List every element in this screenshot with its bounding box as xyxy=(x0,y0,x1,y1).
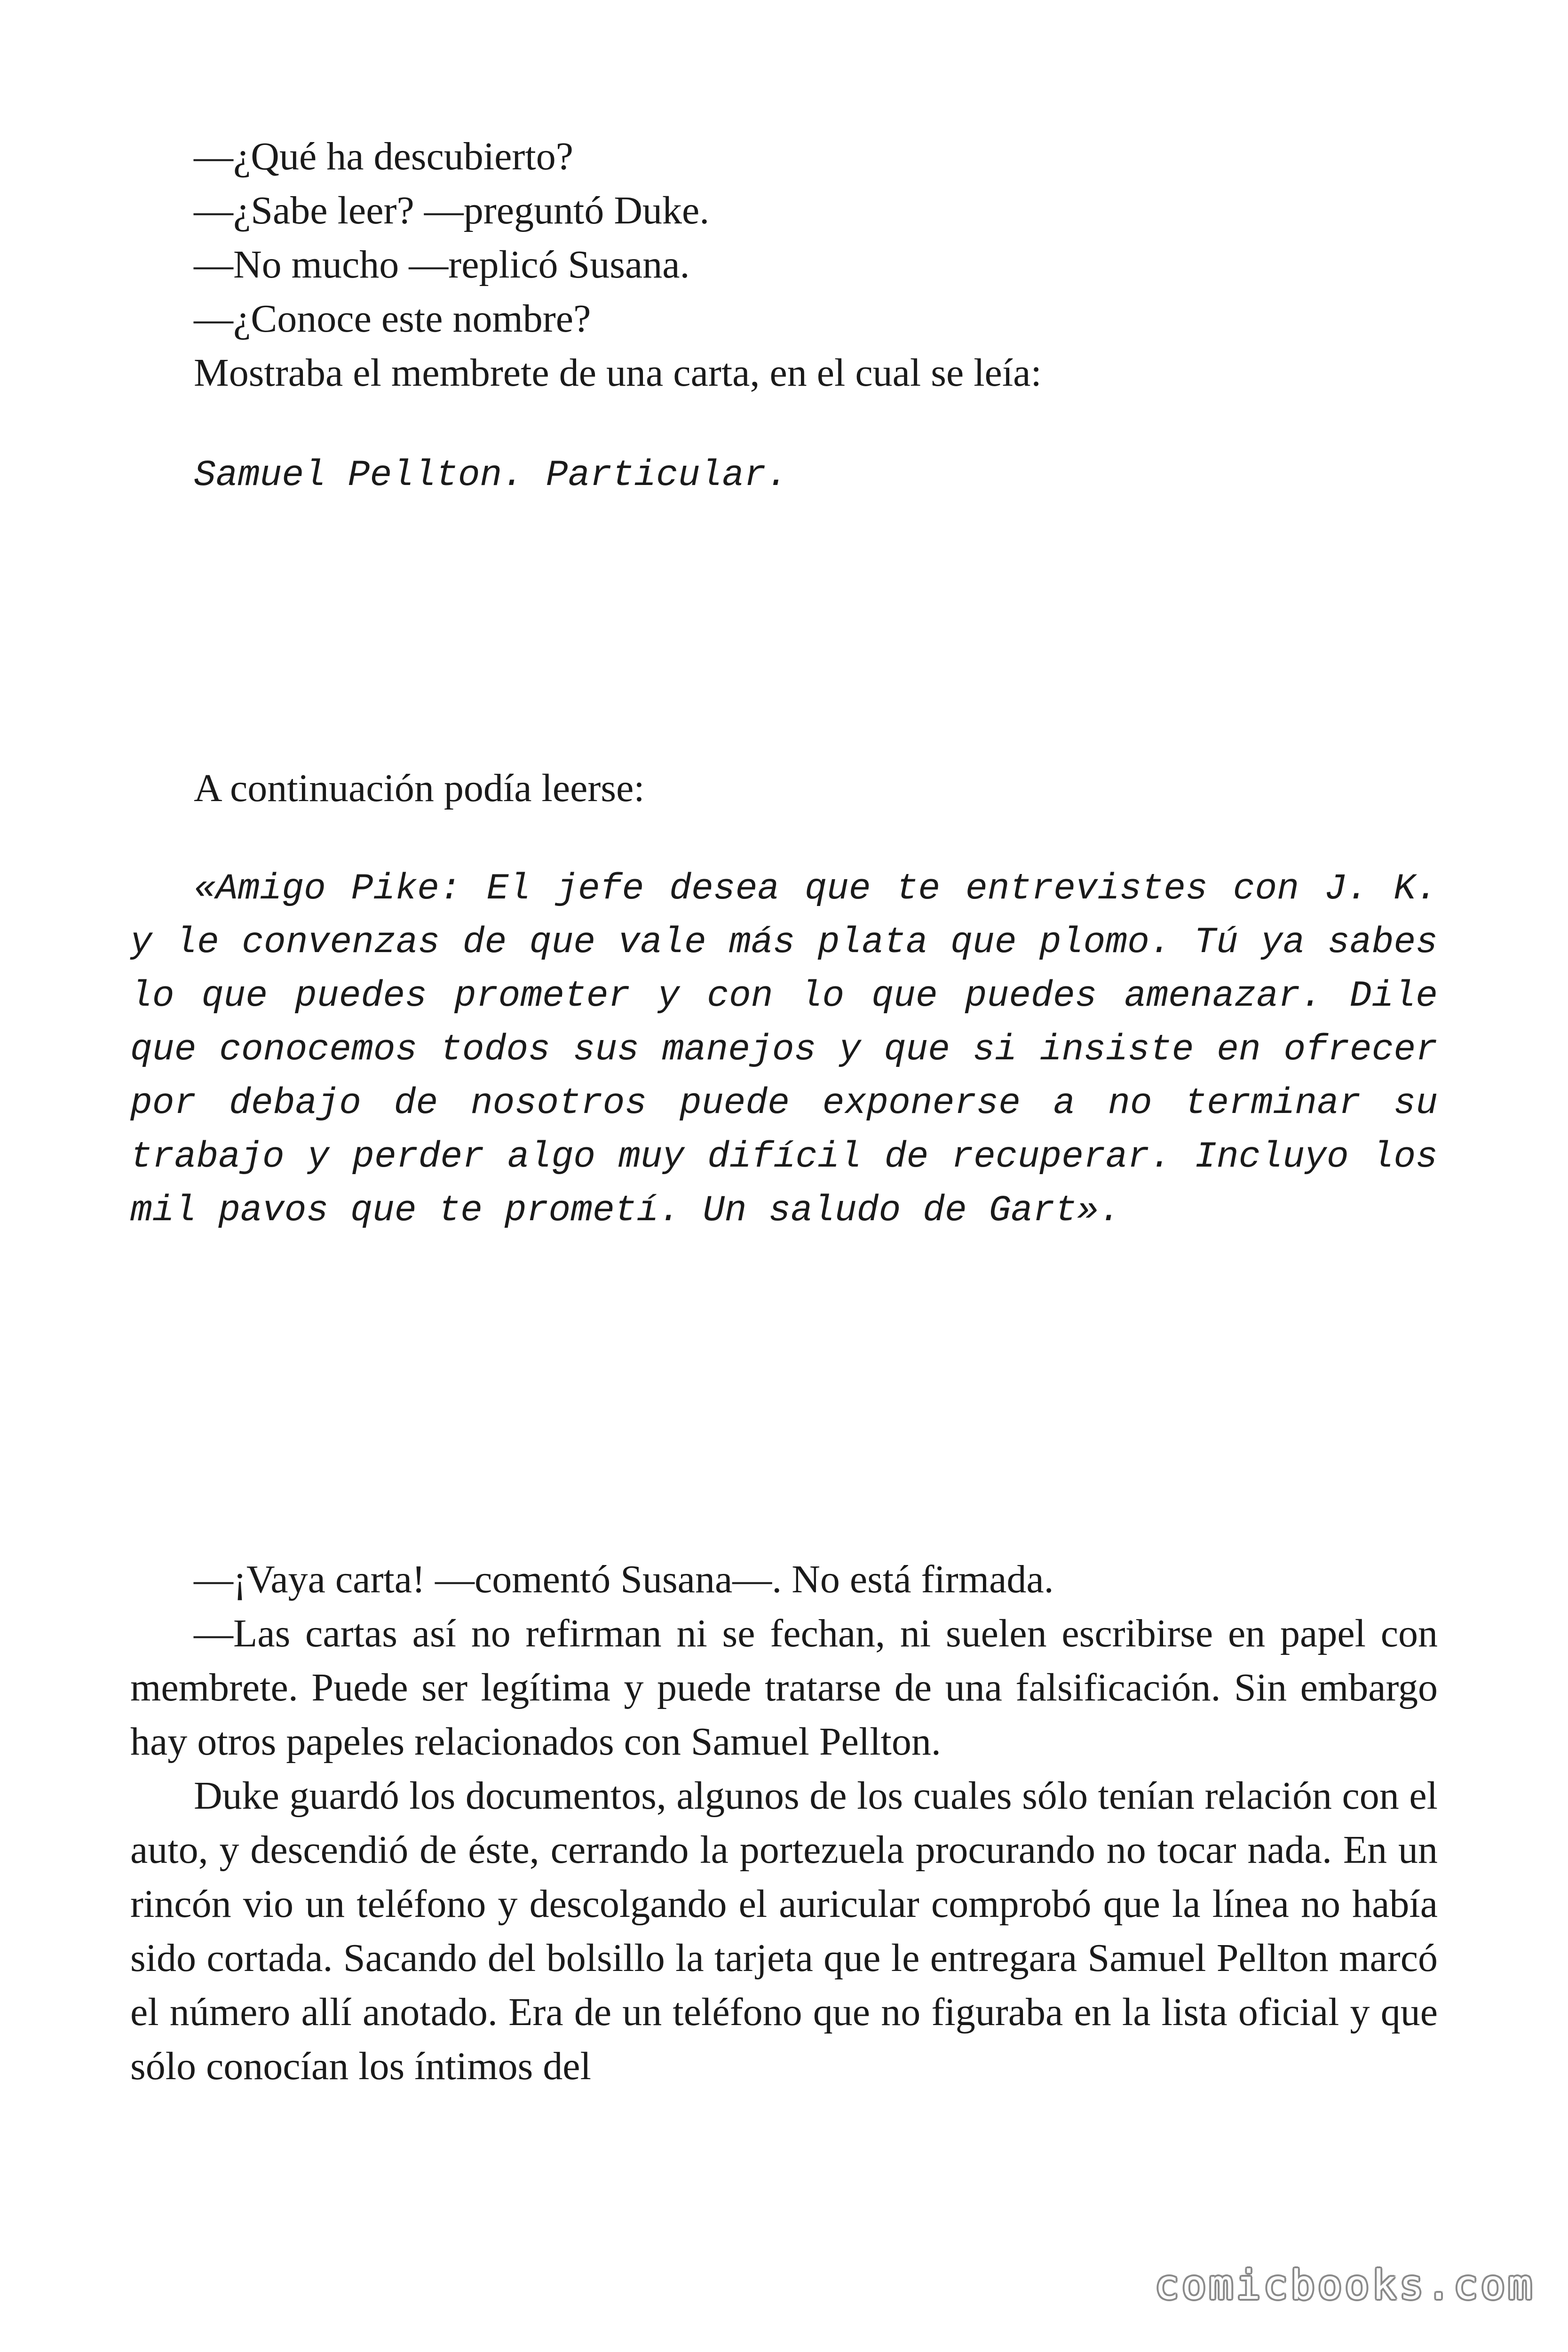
paragraph: Duke guardó los documentos, algunos de los cuales sólo tenían relación con el auto, y descendió de éste, cerrando la portezuela procurando no tocar nada. En un rincón vio un teléfono y descolgando el auricular comprobó que la línea no había sido cortada. Sacando del bolsillo la tarjeta que le entregara Samuel Pellton marcó el número allí anotado. Era de un teléfono que no figuraba en la lista oficial y que sólo conocían los íntimos del xyxy=(130,1774,1438,2088)
watermark: comicbooks.com xyxy=(1155,2262,1535,2309)
dialogue-line: —¿Conoce este nombre? xyxy=(194,297,591,341)
paragraph: —¡Vaya carta! —comentó Susana—. No está firmada. xyxy=(194,1557,1054,1601)
letter-intro-block xyxy=(130,761,1438,815)
letterhead-text: Samuel Pellton. Particular. xyxy=(194,455,788,496)
letter-body-block xyxy=(130,862,1438,1238)
letterhead-block xyxy=(130,449,1438,502)
paragraph: —Las cartas así no refirman ni se fechan, ni suelen escribirse en papel con membrete. Puede ser legítima y puede tratarse de una falsificación. Sin embargo hay otros papeles relacionados con Samuel Pellton. xyxy=(130,1612,1438,1764)
body-text-block xyxy=(130,1552,1438,2093)
narration-line: Mostraba el membrete de una carta, en el cual se leía: xyxy=(194,351,1042,395)
letter-body: «Amigo Pike: El jefe desea que te entrevistes con J. K. y le convenzas de que vale más plata que plomo. Tú ya sabes lo que puedes prometer y con lo que puedes amenazar. Dile que conocemos todos sus manejos y que si insiste en ofrecer por debajo de nosotros puede exponerse a no terminar su trabajo y perder algo muy difícil de recuperar. Incluyo los mil pavos que te prometí. Un saludo de Gart». xyxy=(130,868,1438,1232)
letter-intro: A continuación podía leerse: xyxy=(194,766,645,810)
dialogue-line: —¿Qué ha descubierto? xyxy=(194,135,573,178)
dialogue-line: —¿Sabe leer? —preguntó Duke. xyxy=(194,189,710,232)
dialogue-block xyxy=(130,129,1438,400)
dialogue-line: —No mucho —replicó Susana. xyxy=(194,243,690,286)
